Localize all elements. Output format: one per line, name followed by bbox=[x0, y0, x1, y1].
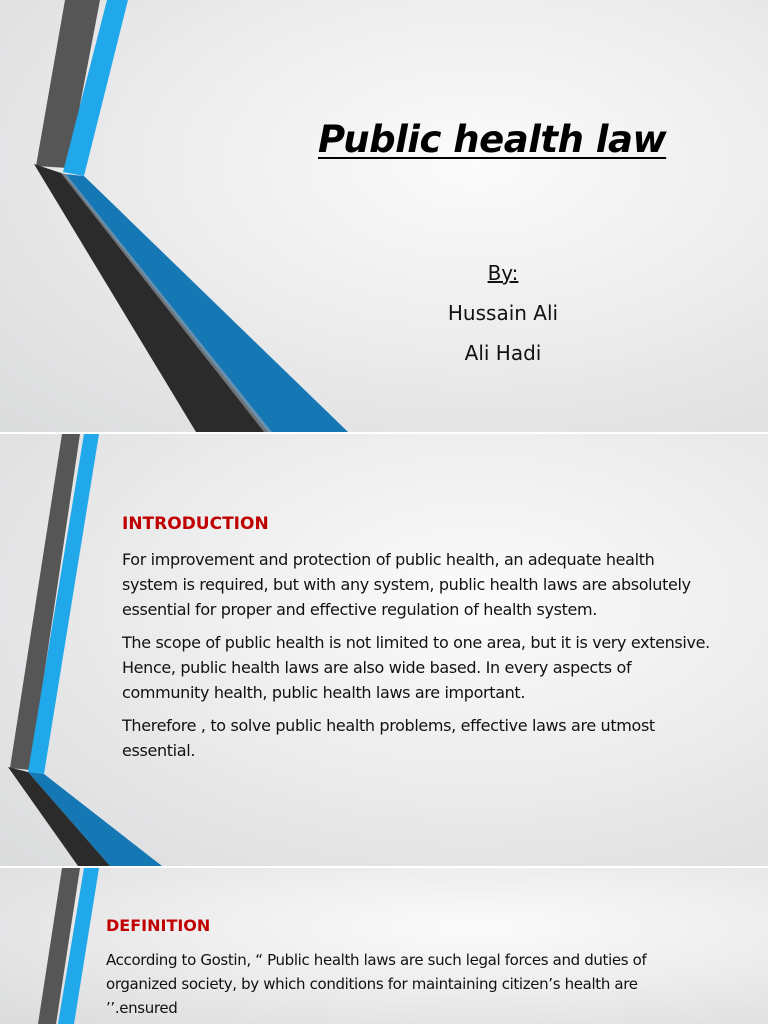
paragraph: For improvement and protection of public health, an adequate health system is required, but with any system, public health laws are absolutely essential for proper and effective regulation of health system. bbox=[122, 550, 691, 619]
section-heading: INTRODUCTION bbox=[122, 514, 269, 534]
body-text bbox=[106, 948, 706, 1020]
author-name: Hussain Ali bbox=[447, 301, 559, 325]
body-text bbox=[122, 547, 712, 771]
paragraph: According to Gostin, “ Public health laws are such legal forces and duties of organized society, by which conditions for maintaining citizen’s health are ’’.ensured bbox=[106, 951, 647, 1017]
definition-slide bbox=[0, 868, 768, 1024]
introduction-slide bbox=[0, 434, 768, 866]
slide-decoration bbox=[0, 0, 768, 432]
author-name: Ali Hadi bbox=[464, 341, 542, 365]
author-block bbox=[446, 259, 560, 367]
title-slide bbox=[0, 0, 768, 432]
section-heading: DEFINITION bbox=[106, 916, 211, 935]
by-label: By: bbox=[487, 261, 519, 285]
paragraph: The scope of public health is not limited to one area, but it is very extensive. Hence, public health laws are also wide based. In every aspects of community health, public health laws are important. bbox=[122, 633, 710, 702]
paragraph: Therefore , to solve public health problems, effective laws are utmost essential. bbox=[122, 716, 655, 760]
presentation-title: Public health law bbox=[318, 118, 667, 161]
